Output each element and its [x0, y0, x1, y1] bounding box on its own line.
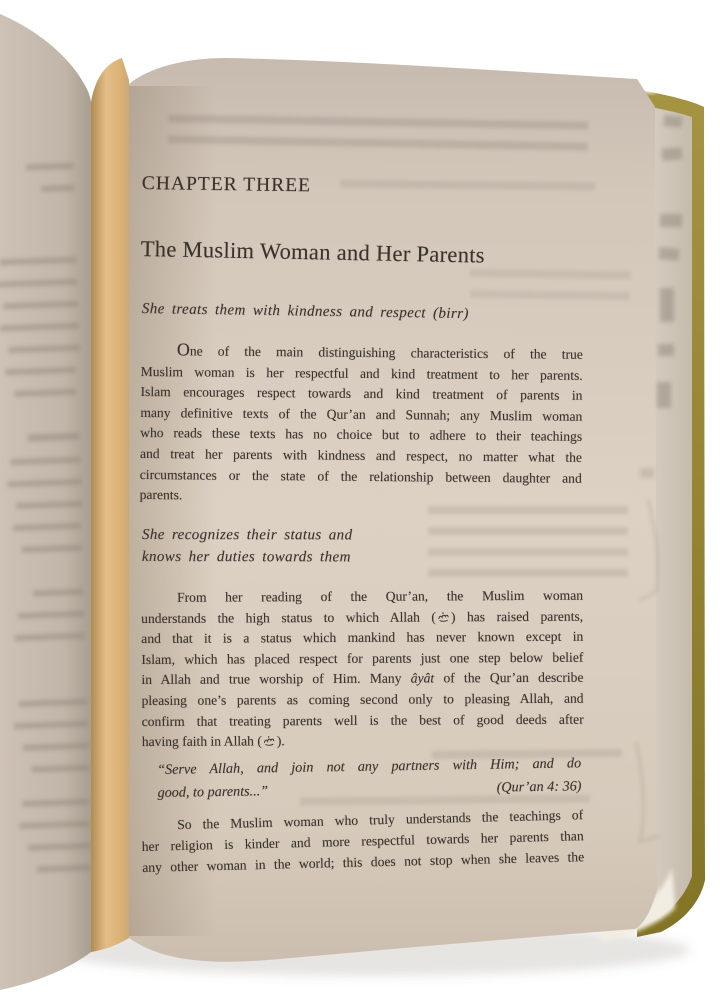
- paragraph: [141, 804, 584, 878]
- quote-reference: (Qur’an 4: 36): [496, 777, 582, 796]
- quote-line: “Serve Allah, and join not any partners with Him; and do: [157, 755, 582, 778]
- paragraph-line: parents.: [139, 487, 183, 503]
- paragraph-line: and that it is a status which mankind has never known except in: [141, 628, 584, 647]
- paragraph-line: confirm that treating parents well is the best of good deeds after: [141, 711, 584, 729]
- section-heading: She treats them with kindness and respect (birr): [141, 301, 469, 323]
- paragraph-line: in Allah and true worship of Him. Many âyât of the Qur’an describe: [141, 670, 584, 688]
- allah-honorific-icon: [437, 611, 450, 622]
- allah-honorific-icon: [263, 735, 276, 746]
- paragraph-line: and treat her parents with kindness and respect, no matter what the: [139, 445, 583, 465]
- paragraph-line: circumstances or the state of the relationship between daughter and: [139, 466, 582, 486]
- paragraph-line: having faith in Allah ( ).: [141, 733, 285, 750]
- paragraph-line: Islam encourages respect towards and kind treatment of parents in: [140, 384, 583, 404]
- paragraph-line: Muslim woman is her respectful and kind treatment to her parents.: [140, 363, 583, 383]
- paragraph-line: who reads these texts has no choice but to adhere to their teachings: [140, 425, 583, 445]
- paragraph-line: So the Muslim woman who truly understands the teachings of: [177, 807, 584, 833]
- quote-text: good, to parents...”: [157, 782, 269, 801]
- paragraph-line: pleasing one’s parents as coming second only to pleasing Allah, and: [141, 690, 584, 708]
- paragraph-line: One of the main distinguishing characteristics of the true: [176, 339, 583, 362]
- paragraph-line: Islam, which has placed respect for parents just one step below belief: [141, 649, 584, 667]
- paragraph-line: many definitive texts of the Qur’an and Sunnah; any Muslim woman: [140, 404, 583, 424]
- section-heading: [142, 525, 353, 568]
- paragraph-line: From her reading of the Qur’an, the Muslim woman: [177, 587, 584, 605]
- paragraph: [140, 339, 583, 510]
- heading-line: knows her duties towards them: [141, 548, 351, 565]
- paragraph-line: her religion is kinder and more respectful towards her parents than: [141, 828, 584, 855]
- page-title: The Muslim Woman and Her Parents: [140, 236, 486, 268]
- transliterated-term: âyât: [410, 670, 435, 686]
- paragraph-line: understands the high status to which Allah ( ) has raised parents,: [141, 608, 584, 626]
- quran-quote-block: [157, 752, 582, 804]
- chapter-label: CHAPTER THREE: [141, 173, 312, 197]
- paragraph-line: any other woman in the world; this does not stop when she leaves the: [142, 849, 585, 876]
- paragraph: [141, 586, 584, 753]
- heading-line: She recognizes their status and: [141, 527, 353, 544]
